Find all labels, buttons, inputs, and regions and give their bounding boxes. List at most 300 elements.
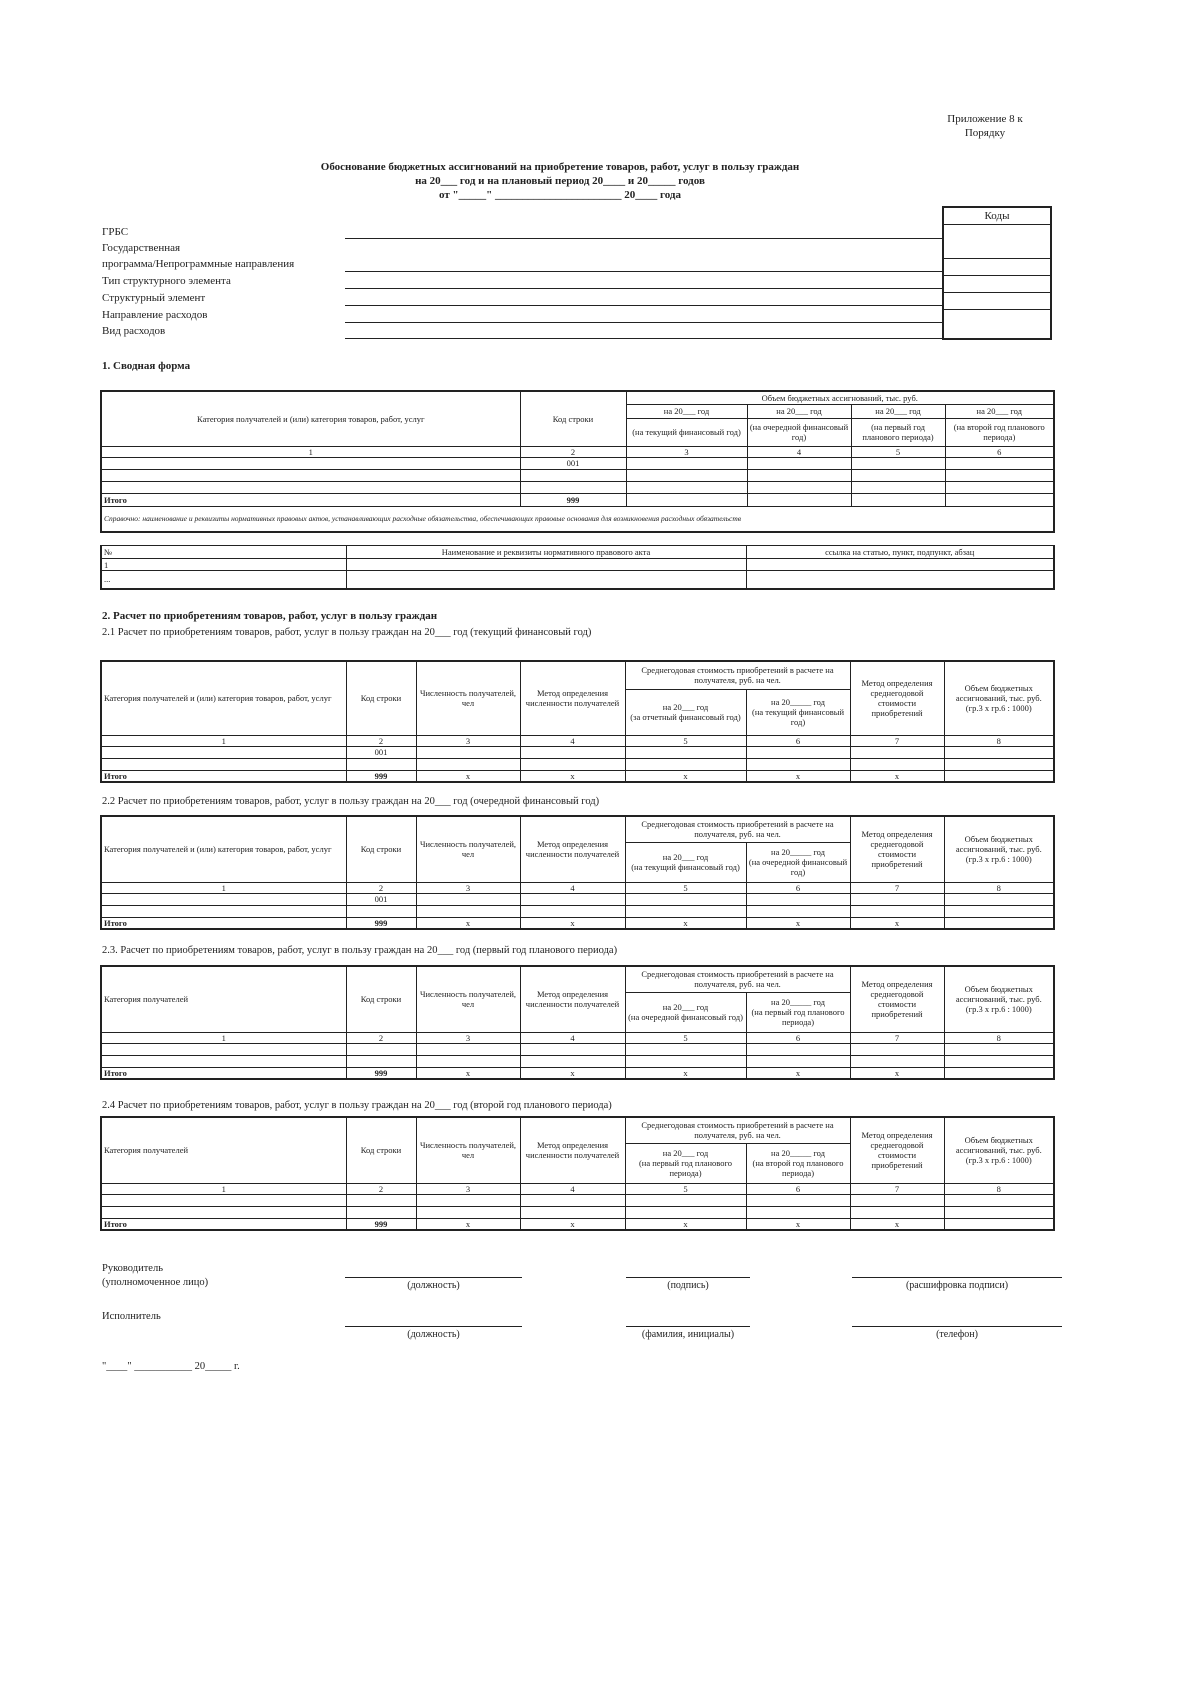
year-label: на 20_____ год (771, 697, 825, 707)
col-count: Численность получателей, чел (416, 816, 520, 882)
year-col-1 (625, 689, 746, 735)
col-category: Категория получателей (101, 1117, 346, 1183)
year-3-desc: (на первый год планового периода) (851, 418, 945, 446)
x-mark: х (746, 770, 850, 782)
col-avg-cost: Среднегодовая стоимость приобретений в расчете на получателя, руб. на чел. (625, 1117, 850, 1143)
x-mark: х (416, 1067, 520, 1079)
cell-input[interactable] (101, 469, 520, 481)
total-row (101, 770, 1054, 782)
section-2-title: 2. Расчет по приобретениям товаров, работ, услуг в пользу граждан (102, 610, 438, 622)
num-cell: 8 (944, 1032, 1054, 1043)
head-decoding-caption: (расшифровка подписи) (905, 1280, 1009, 1291)
x-mark: х (850, 917, 944, 929)
total-row (101, 1067, 1054, 1079)
cell-input[interactable] (626, 469, 747, 481)
table-row (101, 1055, 1054, 1067)
num-cell: 3 (416, 882, 520, 893)
year-col-2 (746, 992, 850, 1032)
appendix-line-2: Порядку (964, 127, 1006, 139)
cell-input[interactable] (944, 917, 1054, 929)
cell-input[interactable] (101, 893, 346, 905)
calc-table-2-3 (100, 965, 1055, 1080)
reference-table (100, 545, 1055, 590)
cell-input[interactable] (625, 893, 746, 905)
num-cell: 6 (945, 446, 1054, 457)
col-code: Код строки (520, 391, 626, 446)
total-label: Итого (101, 1218, 346, 1230)
cell-input[interactable] (416, 1055, 520, 1067)
num-cell: 4 (520, 1183, 625, 1194)
row-code: 001 (520, 457, 626, 469)
field-program-2: программа/Непрограммные направления (102, 258, 295, 270)
table-row (101, 559, 1054, 571)
cell-input[interactable] (945, 493, 1054, 506)
num-cell: 4 (747, 446, 851, 457)
x-mark: х (520, 1218, 625, 1230)
cell-input[interactable] (346, 571, 746, 589)
col-code: Код строки (346, 816, 416, 882)
field-element: Структурный элемент (102, 292, 206, 304)
num-cell: 4 (520, 882, 625, 893)
cell-input[interactable] (416, 1043, 520, 1055)
cell-input[interactable] (346, 758, 416, 770)
codes-header: Коды (944, 208, 1050, 225)
reference-note: Справочно: наименование и реквизиты нормативных правовых актов, устанавливающих расходные обязательства, обеспечивающих правовые основания для возникновения расходных обязательств (101, 506, 1054, 532)
total-code: 999 (346, 1067, 416, 1079)
x-mark: х (850, 770, 944, 782)
table-row (101, 758, 1054, 770)
appendix-note (930, 112, 1040, 140)
cell-input[interactable] (101, 905, 346, 917)
executor-phone-line[interactable] (852, 1326, 1062, 1327)
table-row (101, 1194, 1054, 1206)
cell-input[interactable] (520, 1194, 625, 1206)
year-desc: (на текущий финансовый год) (631, 862, 740, 872)
col-avg-method: Метод определения среднегодовой стоимости приобретений (850, 816, 944, 882)
col-count: Численность получателей, чел (416, 1117, 520, 1183)
field-program-1: Государственная (102, 242, 181, 254)
head-line-1: Руководитель (102, 1263, 163, 1274)
col-avg-cost: Среднегодовая стоимость приобретений в расчете на получателя, руб. на чел. (625, 661, 850, 689)
appendix-line-1: Приложение 8 к (947, 113, 1023, 125)
row-code (346, 1043, 416, 1055)
x-mark: х (416, 1218, 520, 1230)
code-cell-program[interactable] (944, 259, 1050, 276)
subsection-2-4-title: 2.4 Расчет по приобретениям товаров, работ, услуг в пользу граждан на 20___ год (второй год планового периода) (102, 1100, 612, 1111)
head-label (102, 1262, 208, 1290)
cell-input[interactable] (944, 1067, 1054, 1079)
year-desc: (на текущий финансовый год) (752, 707, 845, 727)
cell-input[interactable] (851, 457, 945, 469)
col-category: Категория получателей и (или) категория товаров, работ, услуг (101, 816, 346, 882)
summary-table (100, 390, 1055, 533)
date-line[interactable]: "____" ___________ 20_____ г. (102, 1361, 240, 1372)
field-line-direction[interactable] (345, 322, 942, 323)
cell-input[interactable] (626, 457, 747, 469)
col-category: Категория получателей (101, 966, 346, 1032)
num-cell: 6 (746, 882, 850, 893)
cell-input[interactable] (101, 746, 346, 758)
year-label: на 20___ год (662, 1002, 709, 1012)
col-code: Код строки (346, 966, 416, 1032)
col-category: Категория получателей и (или) категория товаров, работ, услуг (101, 391, 520, 446)
cell-input[interactable] (944, 1218, 1054, 1230)
col-avg-method: Метод определения среднегодовой стоимости приобретений (850, 1117, 944, 1183)
ref-row-no: ... (101, 571, 346, 589)
cell-input[interactable] (850, 1206, 944, 1218)
year-col-1 (625, 992, 746, 1032)
cell-input[interactable] (520, 481, 626, 493)
num-cell: 1 (101, 735, 346, 746)
table-row (101, 1206, 1054, 1218)
field-line-grbs[interactable] (345, 238, 942, 239)
cell-input[interactable] (101, 1055, 346, 1067)
col-volume: Объем бюджетных ассигнований, тыс. руб. (626, 391, 1054, 404)
year-desc: (на второй год планового периода) (752, 1158, 844, 1178)
cell-input[interactable] (944, 1055, 1054, 1067)
col-code: Код строки (346, 661, 416, 735)
total-row (101, 917, 1054, 929)
col-method: Метод определения численности получателей (520, 816, 625, 882)
num-cell: 3 (626, 446, 747, 457)
col-method: Метод определения численности получателей (520, 661, 625, 735)
cell-input[interactable] (850, 746, 944, 758)
num-cell: 5 (625, 882, 746, 893)
total-label: Итого (101, 770, 346, 782)
x-mark: х (850, 1218, 944, 1230)
num-cell: 3 (416, 735, 520, 746)
cell-input[interactable] (520, 1055, 625, 1067)
col-volume: Объем бюджетных ассигнований, тыс. руб. (гр.3 х гр.6 : 1000) (944, 1117, 1054, 1183)
year-desc: (на первый год планового периода) (638, 1158, 733, 1178)
ref-col-no: № (101, 546, 346, 559)
cell-input[interactable] (746, 1194, 850, 1206)
cell-input[interactable] (746, 905, 850, 917)
total-label: Итого (101, 917, 346, 929)
cell-input[interactable] (520, 905, 625, 917)
cell-input[interactable] (520, 469, 626, 481)
year-desc: (за отчетный финансовый год) (630, 712, 741, 722)
field-grbs: ГРБС (102, 226, 129, 238)
col-method: Метод определения численности получателей (520, 1117, 625, 1183)
field-line-expense[interactable] (345, 338, 942, 339)
table-row (101, 457, 1054, 469)
cell-input[interactable] (747, 481, 851, 493)
x-mark: х (625, 770, 746, 782)
field-direction: Направление расходов (102, 309, 208, 321)
cell-input[interactable] (746, 559, 1054, 571)
year-4-desc: (на второй год планового периода) (945, 418, 1054, 446)
cell-input[interactable] (626, 493, 747, 506)
row-code: 001 (346, 746, 416, 758)
total-code: 999 (346, 770, 416, 782)
total-row (101, 493, 1054, 506)
title-line-1: Обоснование бюджетных ассигнований на приобретение товаров, работ, услуг в пользу граждан (320, 161, 800, 173)
cell-input[interactable] (101, 758, 346, 770)
cell-input[interactable] (944, 746, 1054, 758)
x-mark: х (625, 917, 746, 929)
col-count: Численность получателей, чел (416, 966, 520, 1032)
year-desc: (на первый год планового периода) (751, 1007, 845, 1027)
field-line-type[interactable] (345, 288, 942, 289)
subsection-2-3-title: 2.3. Расчет по приобретениям товаров, работ, услуг в пользу граждан на 20___ год (первый год планового периода) (102, 945, 618, 956)
table-row (101, 469, 1054, 481)
col-avg-method: Метод определения среднегодовой стоимости приобретений (850, 661, 944, 735)
cell-input[interactable] (746, 1206, 850, 1218)
cell-input[interactable] (746, 571, 1054, 589)
head-signature-line[interactable] (626, 1277, 750, 1278)
num-cell: 5 (851, 446, 945, 457)
cell-input[interactable] (101, 1206, 346, 1218)
year-col-2 (746, 842, 850, 882)
document-title (240, 160, 880, 202)
ref-col-link: ссылка на статью, пункт, подпункт, абзац (746, 546, 1054, 559)
num-cell: 6 (746, 1183, 850, 1194)
cell-input[interactable] (945, 481, 1054, 493)
x-mark: х (520, 770, 625, 782)
cell-input[interactable] (416, 893, 520, 905)
head-decoding-line[interactable] (852, 1277, 1062, 1278)
cell-input[interactable] (346, 1055, 416, 1067)
year-2-label: на 20___ год (747, 404, 851, 418)
cell-input[interactable] (945, 469, 1054, 481)
total-code: 999 (520, 493, 626, 506)
cell-input[interactable] (101, 1043, 346, 1055)
cell-input[interactable] (850, 905, 944, 917)
x-mark: х (746, 1067, 850, 1079)
num-cell: 7 (850, 882, 944, 893)
cell-input[interactable] (850, 1043, 944, 1055)
cell-input[interactable] (520, 1206, 625, 1218)
cell-input[interactable] (850, 758, 944, 770)
col-count: Численность получателей, чел (416, 661, 520, 735)
x-mark: х (520, 1067, 625, 1079)
table-row (101, 893, 1054, 905)
col-method: Метод определения численности получателей (520, 966, 625, 1032)
year-1-desc: (на текущий финансовый год) (626, 418, 747, 446)
calc-table-2-2 (100, 815, 1055, 930)
x-mark: х (416, 917, 520, 929)
cell-input[interactable] (520, 758, 625, 770)
num-cell: 7 (850, 735, 944, 746)
row-code (346, 1194, 416, 1206)
num-cell: 6 (746, 735, 850, 746)
cell-input[interactable] (851, 493, 945, 506)
year-desc: (на очередной финансовый год) (628, 1012, 743, 1022)
cell-input[interactable] (747, 457, 851, 469)
field-element-type: Тип структурного элемента (102, 275, 231, 287)
cell-input[interactable] (944, 1043, 1054, 1055)
year-col-2 (746, 689, 850, 735)
year-label: на 20_____ год (771, 997, 825, 1007)
num-cell: 5 (625, 1183, 746, 1194)
num-cell: 4 (520, 735, 625, 746)
field-expense-type: Вид расходов (102, 325, 166, 337)
col-avg-cost: Среднегодовая стоимость приобретений в расчете на получателя, руб. на чел. (625, 966, 850, 992)
x-mark: х (625, 1218, 746, 1230)
year-2-desc: (на очередной финансовый год) (747, 418, 851, 446)
num-cell: 3 (416, 1032, 520, 1043)
num-cell: 1 (101, 1032, 346, 1043)
title-line-2: на 20___ год и на плановый период 20____ и 20_____ годов (415, 175, 705, 187)
cell-input[interactable] (625, 746, 746, 758)
x-mark: х (746, 1218, 850, 1230)
head-line-2: (уполномоченное лицо) (102, 1277, 209, 1288)
field-line-element[interactable] (345, 305, 942, 306)
cell-input[interactable] (625, 1043, 746, 1055)
total-row (101, 1218, 1054, 1230)
year-col-1 (625, 1143, 746, 1183)
cell-input[interactable] (746, 746, 850, 758)
num-cell: 2 (520, 446, 626, 457)
table-row (101, 571, 1054, 589)
cell-input[interactable] (746, 758, 850, 770)
cell-input[interactable] (625, 758, 746, 770)
col-volume: Объем бюджетных ассигнований, тыс. руб. (гр.3 х гр.6 : 1000) (944, 966, 1054, 1032)
year-label: на 20___ год (662, 852, 709, 862)
executor-name-line[interactable] (626, 1326, 750, 1327)
cell-input[interactable] (850, 1055, 944, 1067)
x-mark: х (416, 770, 520, 782)
calc-table-2-4 (100, 1116, 1055, 1231)
executor-position-caption: (должность) (407, 1329, 460, 1340)
num-cell: 4 (520, 1032, 625, 1043)
cell-input[interactable] (520, 893, 625, 905)
cell-input[interactable] (850, 893, 944, 905)
cell-input[interactable] (346, 559, 746, 571)
head-position-line[interactable] (345, 1277, 522, 1278)
num-cell: 6 (746, 1032, 850, 1043)
cell-input[interactable] (346, 905, 416, 917)
num-cell: 7 (850, 1183, 944, 1194)
total-code: 999 (346, 1218, 416, 1230)
cell-input[interactable] (625, 905, 746, 917)
table-row (101, 481, 1054, 493)
year-3-label: на 20___ год (851, 404, 945, 418)
year-1-label: на 20___ год (626, 404, 747, 418)
cell-input[interactable] (944, 893, 1054, 905)
cell-input[interactable] (416, 758, 520, 770)
cell-input[interactable] (944, 905, 1054, 917)
col-code: Код строки (346, 1117, 416, 1183)
total-label: Итого (101, 493, 520, 506)
num-cell: 1 (101, 1183, 346, 1194)
executor-position-line[interactable] (345, 1326, 522, 1327)
cell-input[interactable] (851, 481, 945, 493)
col-avg-cost: Среднегодовая стоимость приобретений в расчете на получателя, руб. на чел. (625, 816, 850, 842)
ref-col-name: Наименование и реквизиты нормативного правового акта (346, 546, 746, 559)
col-volume: Объем бюджетных ассигнований, тыс. руб. (гр.3 х гр.6 : 1000) (944, 661, 1054, 735)
num-cell: 8 (944, 735, 1054, 746)
subsection-2-1-title: 2.1 Расчет по приобретениям товаров, работ, услуг в пользу граждан на 20___ год (текущий финансовый год) (102, 627, 592, 638)
num-cell: 2 (346, 882, 416, 893)
cell-input[interactable] (101, 481, 520, 493)
col-category: Категория получателей и (или) категория товаров, работ, услуг (101, 661, 346, 735)
cell-input[interactable] (520, 746, 625, 758)
total-label: Итого (101, 1067, 346, 1079)
cell-input[interactable] (416, 1194, 520, 1206)
cell-input[interactable] (747, 493, 851, 506)
executor-phone-caption: (телефон) (936, 1329, 978, 1340)
cell-input[interactable] (944, 1194, 1054, 1206)
cell-input[interactable] (416, 905, 520, 917)
cell-input[interactable] (520, 1043, 625, 1055)
subsection-2-2-title: 2.2 Расчет по приобретениям товаров, работ, услуг в пользу граждан на 20___ год (очередной финансовый год) (102, 796, 600, 807)
year-label: на 20___ год (662, 702, 709, 712)
code-cell-type[interactable] (944, 276, 1050, 293)
code-cell-element[interactable] (944, 293, 1050, 310)
cell-input[interactable] (346, 1206, 416, 1218)
codes-box (942, 206, 1052, 340)
cell-input[interactable] (625, 1206, 746, 1218)
head-position-caption: (должность) (407, 1280, 460, 1291)
cell-input[interactable] (746, 893, 850, 905)
cell-input[interactable] (944, 1206, 1054, 1218)
num-cell: 5 (625, 1032, 746, 1043)
row-code: 001 (346, 893, 416, 905)
field-line-program[interactable] (345, 271, 942, 272)
cell-input[interactable] (625, 1055, 746, 1067)
year-4-label: на 20___ год (945, 404, 1054, 418)
table-row (101, 905, 1054, 917)
year-col-1 (625, 842, 746, 882)
num-cell: 1 (101, 446, 520, 457)
code-cell-expense[interactable] (944, 310, 1050, 327)
year-col-2 (746, 1143, 850, 1183)
title-line-3: от "_____" _______________________ 20____ года (439, 189, 681, 201)
executor-name-caption: (фамилия, инициалы) (641, 1329, 735, 1340)
total-code: 999 (346, 917, 416, 929)
x-mark: х (520, 917, 625, 929)
cell-input[interactable] (101, 457, 520, 469)
x-mark: х (850, 1067, 944, 1079)
cell-input[interactable] (944, 758, 1054, 770)
cell-input[interactable] (625, 1194, 746, 1206)
x-mark: х (746, 917, 850, 929)
cell-input[interactable] (851, 469, 945, 481)
ref-row-no: 1 (101, 559, 346, 571)
col-volume: Объем бюджетных ассигнований, тыс. руб. (гр.3 х гр.6 : 1000) (944, 816, 1054, 882)
cell-input[interactable] (747, 469, 851, 481)
num-cell: 2 (346, 1032, 416, 1043)
cell-input[interactable] (746, 1055, 850, 1067)
year-label: на 20___ год (662, 1148, 709, 1158)
cell-input[interactable] (850, 1194, 944, 1206)
num-cell: 5 (625, 735, 746, 746)
year-desc: (на очередной финансовый год) (748, 857, 848, 877)
cell-input[interactable] (746, 1043, 850, 1055)
table-row (101, 1043, 1054, 1055)
num-cell: 3 (416, 1183, 520, 1194)
num-cell: 1 (101, 882, 346, 893)
cell-input[interactable] (101, 1194, 346, 1206)
section-1-title: 1. Сводная форма (102, 360, 191, 372)
num-cell: 2 (346, 1183, 416, 1194)
cell-input[interactable] (944, 770, 1054, 782)
calc-table-2-1 (100, 660, 1055, 783)
num-cell: 8 (944, 882, 1054, 893)
head-signature-caption: (подпись) (667, 1280, 709, 1291)
year-label: на 20_____ год (771, 847, 825, 857)
cell-input[interactable] (416, 1206, 520, 1218)
year-label: на 20_____ год (771, 1148, 825, 1158)
col-avg-method: Метод определения среднегодовой стоимости приобретений (850, 966, 944, 1032)
x-mark: х (625, 1067, 746, 1079)
cell-input[interactable] (945, 457, 1054, 469)
cell-input[interactable] (416, 746, 520, 758)
cell-input[interactable] (626, 481, 747, 493)
code-cell-grbs[interactable] (944, 225, 1050, 259)
